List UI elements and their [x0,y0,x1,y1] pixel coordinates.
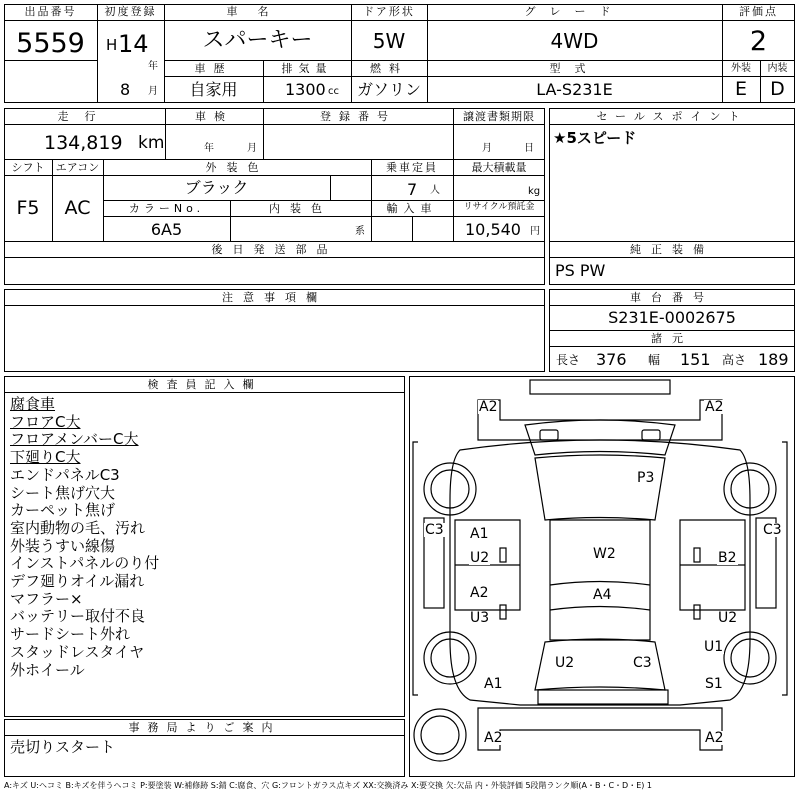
inspector-note: 外装うすい線傷 [10,536,116,555]
damage-mark: U2 [470,550,490,566]
inspection-year-unit: 年 [204,143,214,154]
inspector-note: カーペット焦げ [10,501,116,520]
damage-mark: C3 [633,655,652,671]
first-reg-month-unit: 月 [148,86,158,97]
transfer-day-unit: 日 [524,143,534,154]
displacement-unit: cc [328,86,339,97]
damage-mark: C3 [425,522,444,538]
capacity-label: 乗車定員 [386,161,438,174]
inspector-note: フロアC大 [10,412,81,431]
damage-mark: U3 [470,610,490,626]
damage-mark: U2 [718,610,738,626]
length: 376 [596,350,627,369]
office-label: 事務局よりご案内 [128,721,281,734]
damage-mark: P3 [637,470,655,486]
capacity-unit: 人 [430,185,440,196]
exterior-color: ブラック [184,178,249,197]
grade-label: グレード [524,5,625,18]
inspection-label: 車検 [195,110,233,123]
damage-mark: A2 [705,399,724,415]
model: LA-S231E [536,80,613,99]
height: 189 [758,350,789,369]
inspector-note: バッテリー取付不良 [10,607,146,626]
exterior-grade: E [734,78,747,100]
mileage: 134,819 [44,132,123,154]
first-reg-year-unit: 年 [148,61,158,72]
sales-point: ★5スピード [553,129,637,147]
damage-mark: A2 [484,730,503,746]
grade: 4WD [550,29,599,53]
inspector-note: 腐食車 [10,395,56,413]
recycle: 10,540 [465,220,521,239]
inspector-note: スタッドレスタイヤ [10,642,145,661]
chassis-label: 車台番号 [630,291,714,304]
fuel-label: 燃料 [370,62,408,75]
color-no-label: カラーNo. [128,202,205,215]
damage-mark: W2 [593,546,616,562]
fuel: ガソリン [356,80,421,99]
lot-no-label: 出品番号 [24,5,77,18]
mileage-unit: km [138,133,165,153]
dimensions-label: 諸元 [651,332,693,345]
score: 2 [749,26,768,57]
sales-point-label: セールスポイント [596,110,748,123]
first-reg-label: 初度登録 [104,5,157,18]
inspector-note: フロアメンバーC大 [10,430,139,449]
genuine-equipment-label: 純正装備 [630,243,714,256]
damage-mark: A1 [484,676,503,692]
legend: A:キズ U:ヘコミ B:キズを伴うヘコミ P:要塗装 W:補修跡 S:錆 C:腐食、穴 G:フロントガラス点キズ XX:交換済み X:要交換 欠:欠品 内・外装評価 5段階ランク順(A・B・C・D・E) 1 [4,781,653,790]
max-load-unit: kg [528,186,541,197]
shift: F5 [16,197,40,219]
inspector-note: エンドパネルC3 [10,465,120,484]
history: 自家用 [189,80,238,99]
damage-mark: A4 [593,587,612,603]
inspector-label: 検査員記入欄 [147,378,262,391]
model-label: 型式 [549,62,600,75]
damage-mark: U1 [704,639,724,655]
inspector-note: マフラー× [10,589,83,608]
max-load-label: 最大積載量 [471,161,527,174]
later-parts-label: 後日発送部品 [211,243,338,256]
exterior-color-label: 外装色 [205,161,269,174]
genuine-equipment: PS PW [555,261,606,280]
door: 5W [372,29,406,53]
ac-label: エアコン [55,161,100,174]
inspector-note: シート焦げ穴大 [10,483,116,502]
chassis-number: S231E-0002675 [608,308,736,327]
inspector-note: インストパネルのり付 [10,554,160,573]
inspector-note: 室内動物の毛、汚れ [10,518,146,537]
reg-no-label: 登録番号 [320,110,396,123]
inspector-note: 下廻りC大 [10,448,81,467]
width: 151 [680,350,711,369]
damage-mark: U2 [555,655,575,671]
door-label: ドア形状 [363,5,415,18]
interior-color-label: 内装色 [269,202,332,215]
car-name-label: 車名 [226,5,289,18]
inspector-note: サードシート外れ [10,625,131,644]
ac: AC [64,197,91,219]
mileage-label: 走行 [57,110,112,123]
transfer-month-unit: 月 [482,143,492,154]
inspector-note: 外ホイール [10,660,85,679]
recycle-label: リサイクル預託金 [463,202,535,212]
exterior-grade-label: 外装 [731,63,751,74]
color-no: 6A5 [150,220,183,239]
width-label: 幅 [648,353,661,367]
first-reg-era: H [106,36,118,54]
lot-no: 5559 [16,28,85,59]
transfer-label: 譲渡書類期限 [463,110,535,123]
length-label: 長さ [556,353,581,367]
import-label: 輸入車 [386,202,438,215]
interior-grade: D [770,78,785,100]
interior-grade-label: 内装 [767,63,788,74]
office-message: 売切りスタート [10,738,116,756]
capacity: 7 [407,180,418,199]
damage-mark: A1 [470,526,489,542]
displacement-label: 排気量 [281,62,333,75]
notice-label: 注意事項欄 [222,291,327,304]
damage-mark: C3 [763,522,782,538]
recycle-unit: 円 [530,226,540,237]
shift-label: シフト [11,161,45,174]
damage-mark: A2 [705,730,724,746]
interior-color-unit: 系 [355,226,365,237]
history-label: 車歴 [194,62,233,75]
damage-mark: A2 [470,585,489,601]
damage-mark: B2 [718,550,737,566]
displacement: 1300 [285,80,326,99]
inspection-month-unit: 月 [247,143,257,154]
car-name: スパーキー [202,28,313,53]
height-label: 高さ [722,353,747,367]
inspector-note: デフ廻りオイル漏れ [10,572,145,590]
damage-mark: S1 [705,676,723,692]
first-reg-year: 14 [118,30,149,58]
first-reg-month: 8 [120,80,131,99]
score-label: 評価点 [739,5,778,18]
damage-mark: A2 [479,399,498,415]
